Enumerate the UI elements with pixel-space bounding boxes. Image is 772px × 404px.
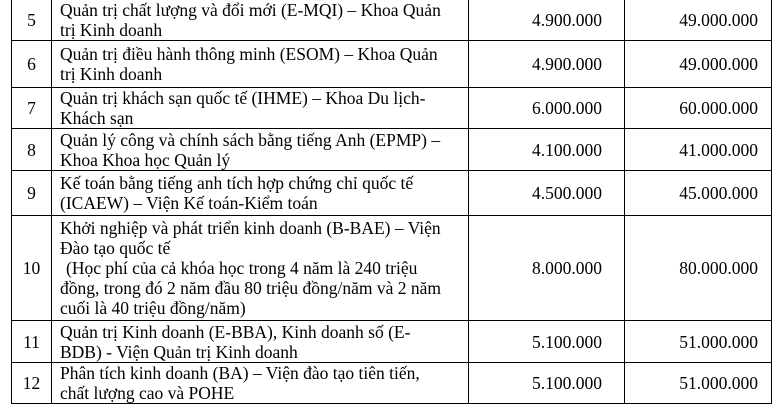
program-name-line: Quản trị điều hành thông minh (ESOM) – Khoa Quản <box>60 44 438 64</box>
table-row <box>12 171 772 216</box>
program-name-line: trị Kinh doanh <box>60 20 163 40</box>
fee-per-month: 8.000.000 <box>469 216 625 321</box>
fee-per-month: 5.100.000 <box>469 363 625 404</box>
table-row <box>12 0 772 41</box>
table-row <box>12 129 772 171</box>
row-number: 7 <box>12 88 52 129</box>
table-row <box>12 41 772 88</box>
program-name <box>52 321 469 363</box>
program-name <box>52 171 469 216</box>
fee-per-year: 49.000.000 <box>625 0 772 41</box>
fee-per-year: 49.000.000 <box>625 41 772 88</box>
fee-per-year: 80.000.000 <box>625 216 772 321</box>
program-name-line: chất lượng cao và POHE <box>60 383 235 403</box>
program-name-line: Kế toán bằng tiếng anh tích hợp chứng chỉ quốc tế <box>60 173 414 193</box>
program-name <box>52 216 469 321</box>
program-name <box>52 88 469 129</box>
program-name-line: trị Kinh doanh <box>60 64 163 84</box>
program-name <box>52 129 469 171</box>
table-row <box>12 321 772 363</box>
fee-per-year: 51.000.000 <box>625 363 772 404</box>
table-row <box>12 363 772 404</box>
fee-per-month: 4.900.000 <box>469 41 625 88</box>
fee-per-month: 4.500.000 <box>469 171 625 216</box>
program-name <box>52 0 469 41</box>
program-name-line: Khách sạn <box>60 108 134 128</box>
table-row <box>12 88 772 129</box>
fee-per-year: 51.000.000 <box>625 321 772 363</box>
fee-per-month: 5.100.000 <box>469 321 625 363</box>
program-name-line: (ICAEW) – Viện Kế toán-Kiểm toán <box>60 193 318 213</box>
program-name-line: Khởi nghiệp và phát triển kinh doanh (B-BAE) – Viện <box>60 218 441 238</box>
program-name-line: Quản trị Kinh doanh (E-BBA), Kinh doanh số (E- <box>60 321 411 342</box>
row-number: 11 <box>12 321 52 363</box>
program-name-line: Quản trị khách sạn quốc tế (IHME) – Khoa Du lịch- <box>60 88 426 108</box>
program-name-line: Quản trị chất lượng và đổi mới (E-MQI) – Khoa Quản <box>60 0 441 20</box>
row-number: 12 <box>12 363 52 404</box>
program-name-line: Đào tạo quốc tế <box>60 238 171 258</box>
program-name-line: Phân tích kinh doanh (BA) – Viện đào tạo tiên tiến, <box>60 363 420 383</box>
fee-per-year: 60.000.000 <box>625 88 772 129</box>
program-name <box>52 41 469 88</box>
fee-per-year: 41.000.000 <box>625 129 772 171</box>
row-number: 6 <box>12 41 52 88</box>
row-number: 8 <box>12 129 52 171</box>
row-number: 5 <box>12 0 52 41</box>
tuition-fee-table <box>11 0 772 404</box>
row-number: 10 <box>12 216 52 321</box>
program-name-note: (Học phí của cả khóa học trong 4 năm là 240 triệu <box>66 258 418 278</box>
row-number: 9 <box>12 171 52 216</box>
program-name-note: đồng, trong đó 2 năm đầu 80 triệu đồng/năm và 2 năm <box>60 278 442 298</box>
program-name-line: Quản lý công và chính sách bằng tiếng Anh (EPMP) – <box>60 129 441 150</box>
fee-per-month: 6.000.000 <box>469 88 625 129</box>
fee-per-month: 4.900.000 <box>469 0 625 41</box>
program-name-line: BDB) - Viện Quản trị Kinh doanh <box>60 341 298 362</box>
fee-per-month: 4.100.000 <box>469 129 625 171</box>
program-name-line: Khoa Khoa học Quản lý <box>60 149 231 170</box>
fee-per-year: 45.000.000 <box>625 171 772 216</box>
program-name <box>52 363 469 404</box>
program-name-note: cuối là 40 triệu đồng/năm) <box>60 298 246 318</box>
table-row <box>12 216 772 321</box>
